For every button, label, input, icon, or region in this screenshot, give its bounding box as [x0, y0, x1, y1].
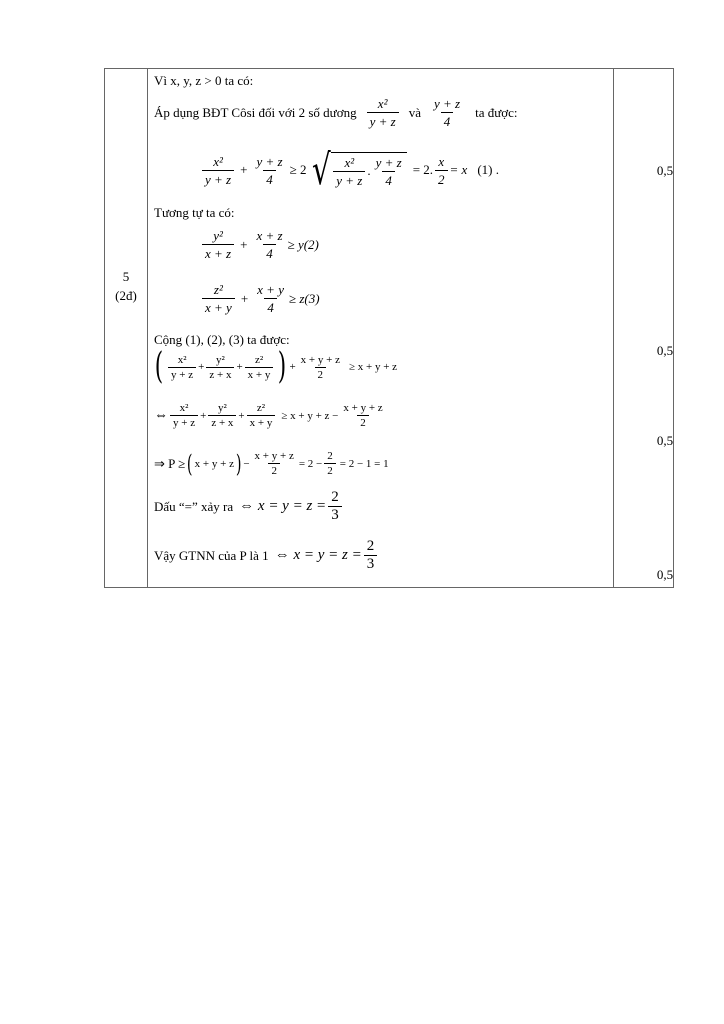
- numerator: x²: [344, 154, 355, 170]
- denominator: 2: [268, 463, 280, 478]
- column-divider: [613, 69, 614, 587]
- denominator: y + z: [333, 171, 365, 189]
- denominator: 4: [264, 298, 277, 316]
- equivalent-inequality: ⇔ $\frac{\text{x²}}{y + z}$ + $\frac{\text{y²}}{z + x}$ + $\frac{\text{z²}}{x + y}$ ≥ x + y + z − $\frac{x + y + z}{2}$: [154, 401, 388, 430]
- ge-sum-minus: ≥ x + y + z −: [281, 409, 339, 422]
- fraction-small: [252, 449, 297, 478]
- intro-line: Vì x, y, z > 0 ta có:: [154, 73, 254, 88]
- fraction-small: [170, 401, 198, 430]
- fraction-xpy-over-4: [254, 281, 287, 316]
- denominator: 2: [324, 463, 336, 478]
- score-1: 0,5: [656, 163, 674, 178]
- denominator: 3: [364, 555, 378, 573]
- then-text: ta được:: [475, 104, 518, 120]
- eq-two-minus: = 2 −: [298, 457, 323, 470]
- conclusion: [154, 538, 379, 573]
- fraction-small: [245, 353, 274, 382]
- minus: −: [243, 457, 250, 470]
- fraction-x2-over-ypz: [367, 95, 399, 130]
- fraction-small: [298, 353, 343, 382]
- result-one: = 2 − 1 = 1: [339, 457, 389, 470]
- denominator: x + y: [202, 298, 235, 316]
- fraction-2-over-3: [364, 538, 378, 573]
- numerator: x²: [179, 402, 189, 414]
- xyz-equal: ⇔ x = y = z =: [274, 547, 362, 563]
- denominator: z + x: [208, 415, 236, 430]
- numerator: y + z: [375, 154, 402, 170]
- denominator: x + y: [247, 415, 276, 430]
- fraction-small: [206, 353, 234, 382]
- numerator: x + z: [256, 228, 283, 243]
- denominator: 4: [263, 244, 276, 262]
- score-2: 0,5: [656, 343, 674, 358]
- fraction-small: [340, 401, 385, 430]
- inequality-3: $\frac{\text{z²}}{x + y}$ + $\frac{x + y}{4}$ ≥ z(3): [200, 281, 320, 316]
- denominator: x + z: [202, 244, 234, 262]
- ge-y2: ≥ y(2): [287, 236, 319, 252]
- adding-line: Cộng (1), (2), (3) ta được:: [154, 332, 290, 347]
- fraction-small: [247, 401, 276, 430]
- similarly-line: Tương tự ta có:: [154, 205, 235, 220]
- score-3: 0,5: [656, 433, 674, 448]
- numerator: y²: [216, 353, 225, 366]
- implies-p: ⇒ P ≥: [154, 455, 186, 471]
- numerator: x + y + z: [300, 353, 340, 366]
- equality-case: [154, 489, 344, 524]
- numerator: z²: [256, 402, 266, 414]
- fraction-small: [324, 449, 336, 478]
- numerator: z²: [213, 282, 223, 297]
- column-divider: [147, 69, 148, 587]
- question-points: (2đ): [115, 288, 137, 303]
- question-number-cell: [105, 267, 147, 305]
- eq-x: = x: [449, 162, 468, 177]
- numerator: y²: [213, 228, 223, 243]
- numerator: x²: [213, 153, 223, 169]
- fraction-x2-over-ypz: [333, 154, 365, 189]
- denominator: 4: [263, 170, 276, 188]
- fraction-ypz-over-4: [431, 95, 463, 130]
- denominator: 2: [435, 170, 448, 188]
- denominator: y + z: [168, 367, 196, 382]
- numerator: x + y + z: [254, 450, 294, 462]
- ge-two: ≥ 2: [289, 162, 307, 177]
- denominator: 2: [357, 415, 369, 430]
- label-1: (1) .: [477, 162, 499, 177]
- numerator: y²: [217, 402, 227, 414]
- denominator: 2: [315, 367, 327, 382]
- sum-xyz: x + y + z: [194, 457, 234, 470]
- fraction-small: [168, 353, 196, 382]
- ge-z3: ≥ z(3): [288, 290, 320, 306]
- score-4: 0,5: [656, 567, 674, 582]
- fraction-small: [208, 401, 236, 430]
- denominator: z + x: [206, 367, 234, 382]
- fraction-ypz-over-4: [373, 154, 405, 189]
- denominator: x + y: [245, 367, 274, 382]
- equality-text: Dấu “=” xảy ra: [154, 498, 234, 514]
- denominator: y + z: [170, 415, 198, 430]
- answer-table: [104, 68, 674, 588]
- fraction-2-over-3: [328, 489, 342, 524]
- fraction-xpz-over-4: [253, 227, 285, 262]
- numerator: x + y: [257, 282, 284, 297]
- numerator: y + z: [256, 153, 283, 169]
- equiv-symbol: ⇔: [154, 407, 168, 423]
- numerator: x + y + z: [343, 402, 383, 414]
- inequality-1: $\frac{\text{x²}}{y + z}$ + $\frac{y + z}{4}$ ≥ 2 √ $\frac{\text{x²}}{y + z}$ . $\frac{y + z}{4}$ = 2. $\frac{x}{2}$ = x (1) .: [200, 149, 499, 191]
- and-word: và: [408, 104, 421, 120]
- xyz-equal: ⇔ x = y = z =: [239, 498, 327, 514]
- fraction-x-over-2: [435, 153, 448, 188]
- denominator: 3: [328, 506, 342, 524]
- inequality-2: $\frac{\text{y²}}{x + z}$ + $\frac{x + z}{4}$ ≥ y(2): [200, 227, 319, 262]
- fraction-y2-over-xpz: [202, 227, 234, 262]
- question-number: 5: [122, 269, 130, 284]
- p-bound: ⇒ P ≥ ( x + y + z ) − $\frac{x + y + z}{2}$ = 2 − $\frac{2}{2}$ = 2 − 1 = 1: [154, 449, 389, 478]
- numerator: 2: [331, 489, 339, 505]
- denominator: y + z: [202, 170, 234, 188]
- numerator: y + z: [433, 96, 461, 111]
- fraction-x2-over-ypz: [202, 153, 234, 188]
- cauchy-statement: [154, 95, 518, 130]
- fraction-z2-over-xpy: [202, 281, 235, 316]
- denominator: 4: [441, 112, 454, 130]
- ge-sum: ≥ x + y + z: [348, 361, 398, 373]
- conclusion-text: Vậy GTNN của P là 1: [154, 547, 269, 563]
- sum-inequality: ( $\frac{\text{x²}}{y + z}$ + $\frac{\text{y²}}{z + x}$ + $\frac{\text{z²}}{x + y}$ ) + $\frac{x + y + z}{2}$ ≥ x + y + z: [154, 346, 398, 387]
- numerator: z²: [254, 353, 264, 366]
- numerator: 2: [366, 538, 375, 554]
- numerator: x²: [377, 96, 388, 111]
- denominator: 4: [382, 171, 395, 189]
- numerator: 2: [327, 450, 333, 462]
- denominator: y + z: [367, 112, 399, 130]
- fraction-ypz-over-4: [253, 153, 285, 188]
- numerator: x: [438, 153, 445, 169]
- cauchy-text: Áp dụng BĐT Côsi đối với 2 số dương: [154, 104, 357, 120]
- eq-two: = 2.: [412, 162, 434, 177]
- square-root: √ $\frac{\text{x²}}{y + z}$ . $\frac{y + z}{4}$: [308, 149, 406, 191]
- numerator: x²: [177, 353, 187, 366]
